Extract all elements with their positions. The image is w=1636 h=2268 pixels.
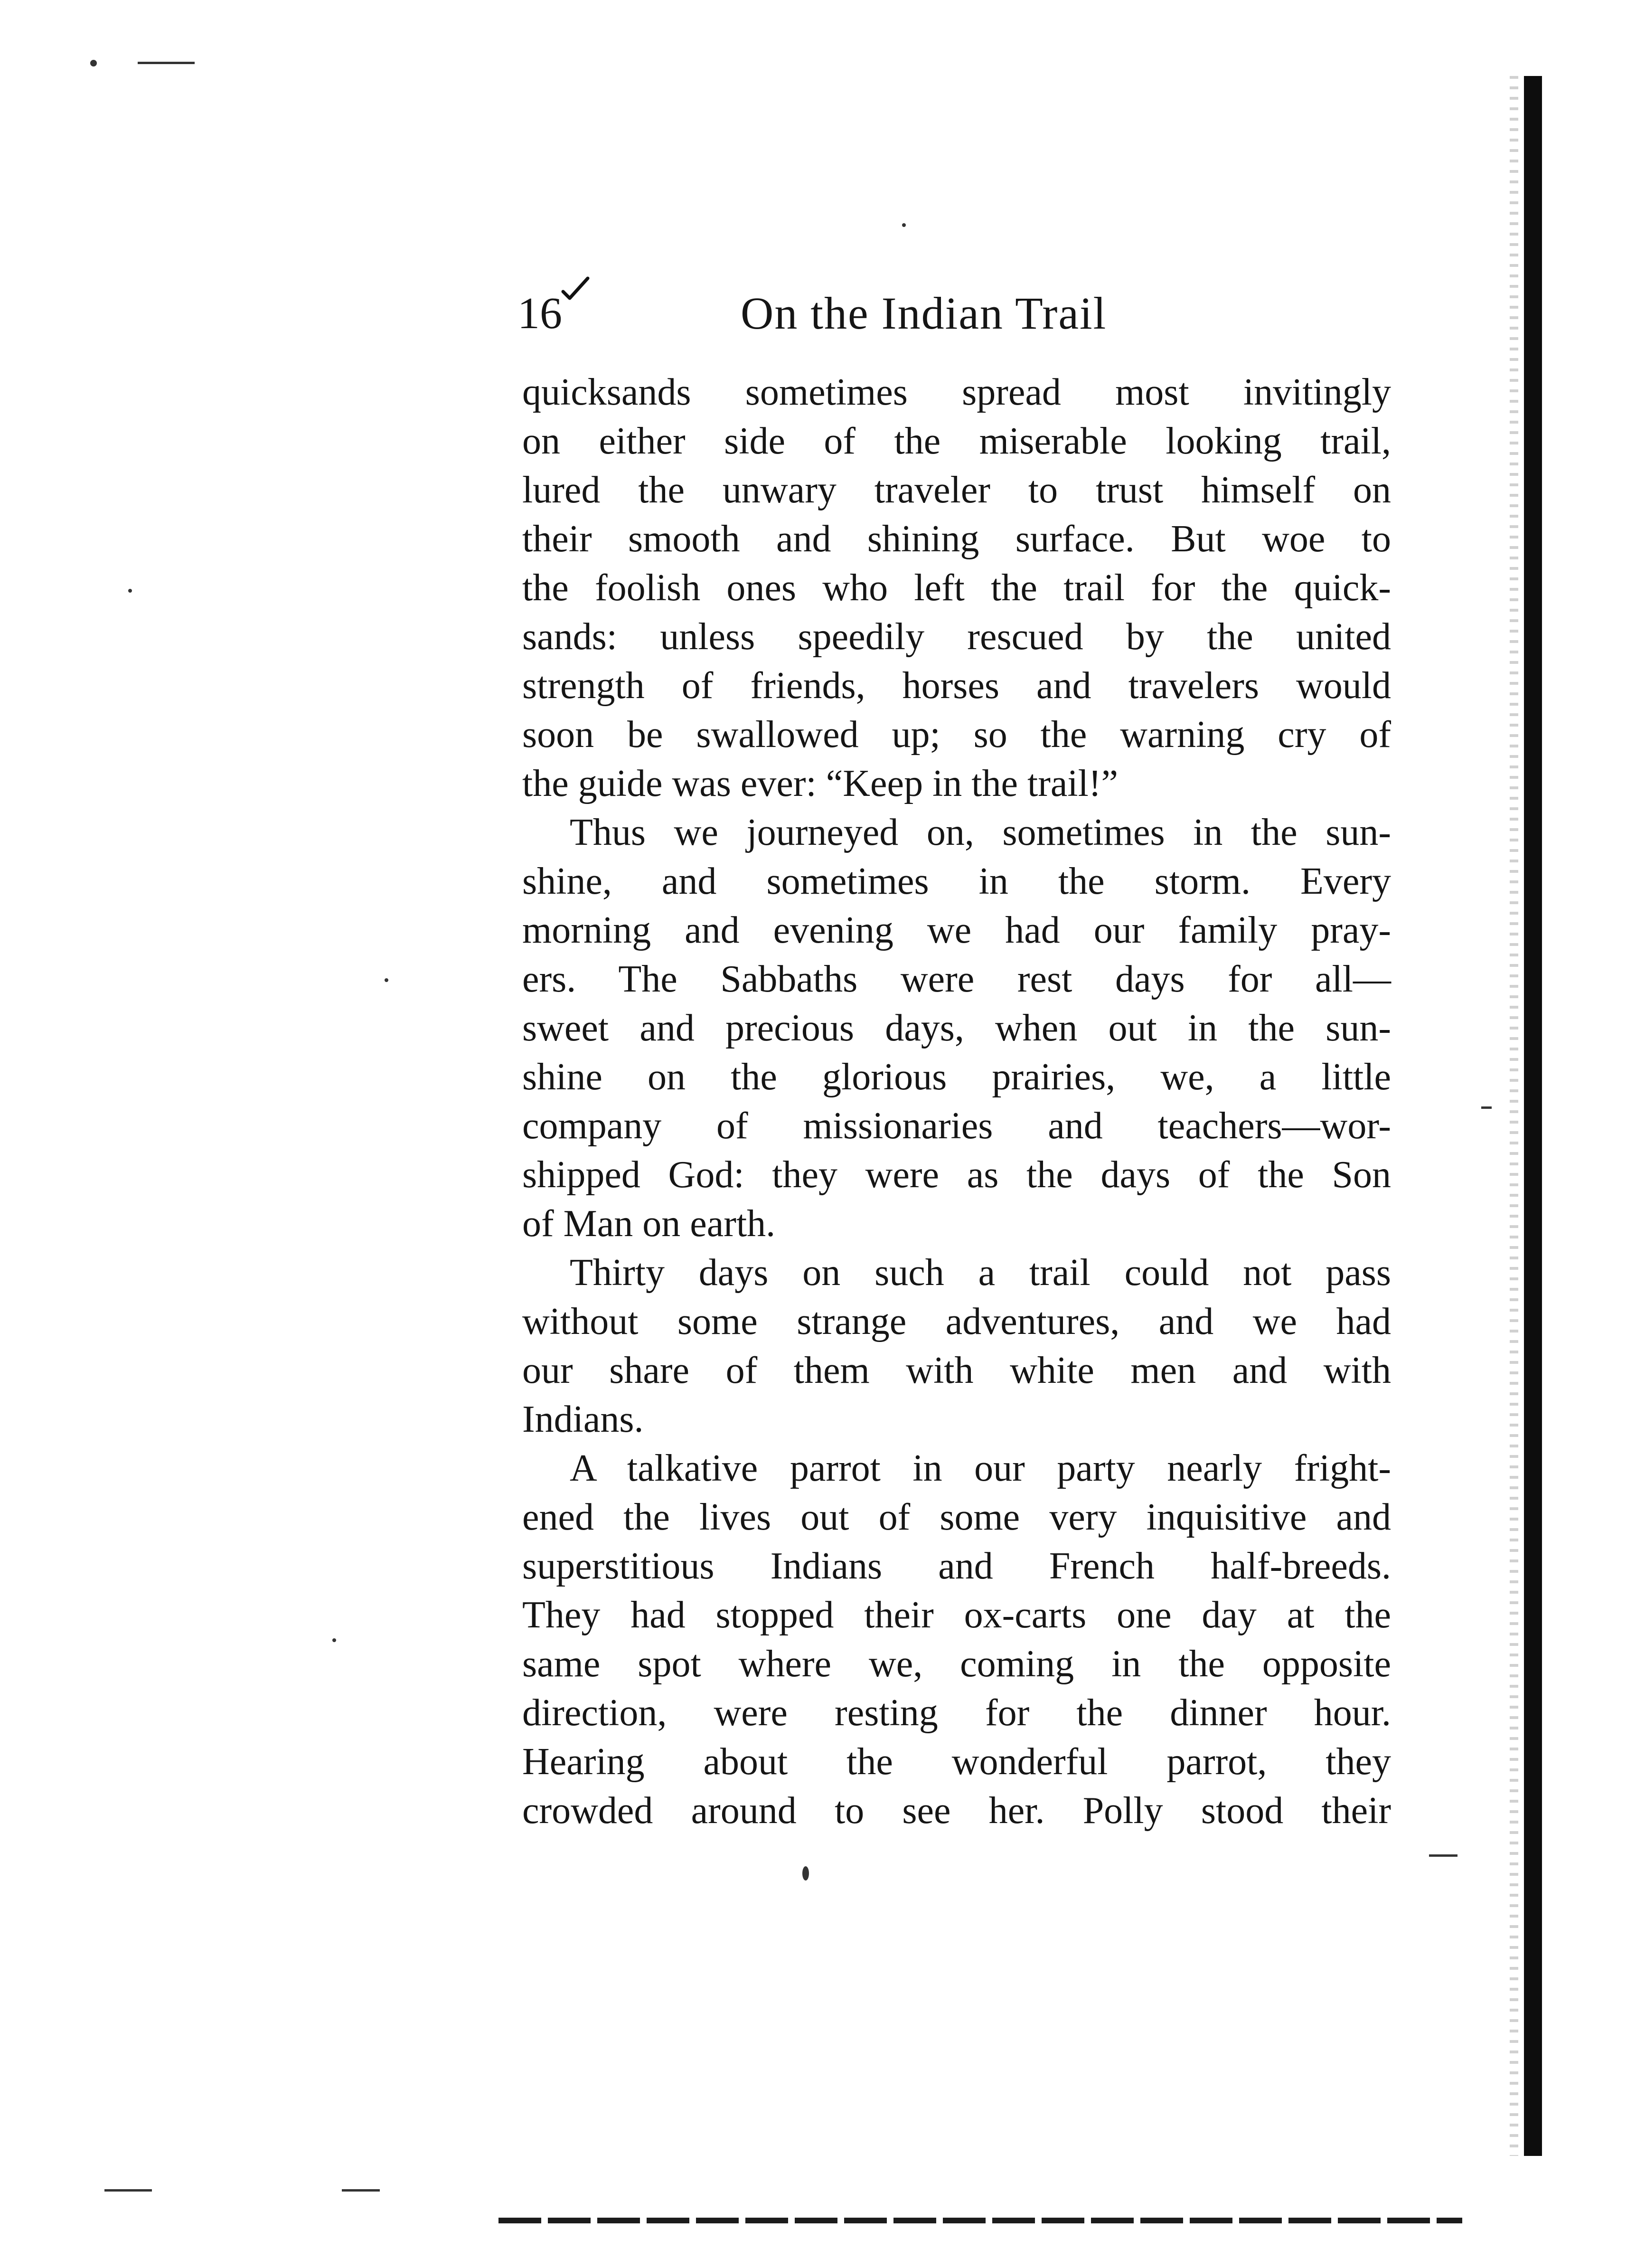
text-line: shine on the glorious prairies, we, a little — [522, 1056, 1391, 1098]
scan-mark — [1481, 1106, 1492, 1109]
text-line: morning and evening we had our family pray- — [522, 909, 1391, 951]
body-text — [522, 368, 1391, 1835]
text-line: direction, were resting for the dinner hour. — [522, 1692, 1391, 1734]
scan-speck — [802, 1866, 809, 1881]
running-title: On the Indian Trail — [741, 288, 1107, 339]
text-line: A talkative parrot in our party nearly fright- — [570, 1447, 1391, 1489]
scan-mark — [138, 62, 195, 64]
text-line: the foolish ones who left the trail for the quick- — [522, 567, 1391, 609]
text-line: Hearing about the wonderful parrot, they — [522, 1741, 1391, 1783]
text-line: ers. The Sabbaths were rest days for all— — [522, 958, 1391, 1000]
scan-mark — [1429, 1854, 1457, 1857]
text-line: shipped God: they were as the days of the Son — [522, 1154, 1391, 1196]
text-line: on either side of the miserable looking trail, — [522, 420, 1391, 462]
text-line: of Man on earth. — [522, 1203, 776, 1245]
text-line: sands: unless speedily rescued by the united — [522, 616, 1391, 658]
text-line: company of missionaries and teachers—wor- — [522, 1105, 1391, 1147]
text-line: ened the lives out of some very inquisitive and — [522, 1496, 1391, 1538]
page-number: 16 — [517, 289, 562, 338]
text-line: quicksands sometimes spread most invitingly — [522, 371, 1391, 413]
text-line: Thus we journeyed on, sometimes in the sun- — [570, 812, 1391, 853]
text-line: sweet and precious days, when out in the sun- — [522, 1007, 1391, 1049]
text-line: the guide was ever: “Keep in the trail!” — [522, 763, 1118, 804]
text-line: same spot where we, coming in the opposite — [522, 1643, 1391, 1685]
text-line: superstitious Indians and French half-breeds. — [522, 1545, 1391, 1587]
text-line: without some strange adventures, and we had — [522, 1301, 1391, 1342]
scan-mark — [104, 2189, 152, 2192]
text-line: strength of friends, horses and travelers would — [522, 665, 1391, 707]
text-line: their smooth and shining surface. But woe to — [522, 518, 1391, 560]
text-line: lured the unwary traveler to trust himself on — [522, 469, 1391, 511]
text-line: They had stopped their ox-carts one day at the — [522, 1594, 1391, 1636]
scan-speck — [332, 1638, 336, 1642]
scan-speck — [902, 223, 906, 227]
binding-shadow — [1510, 76, 1518, 2156]
text-line: Thirty days on such a trail could not pass — [570, 1252, 1391, 1294]
scan-mark — [342, 2189, 380, 2192]
text-line: our share of them with white men and with — [522, 1350, 1391, 1391]
text-line: soon be swallowed up; so the warning cry of — [522, 714, 1391, 756]
text-line: Indians. — [522, 1399, 644, 1440]
text-line: crowded around to see her. Polly stood their — [522, 1790, 1391, 1832]
handwritten-check-icon — [561, 275, 590, 304]
text-line: shine, and sometimes in the storm. Every — [522, 860, 1391, 902]
page-edge-bar — [1524, 76, 1542, 2156]
running-header — [517, 275, 1405, 347]
scan-speck — [90, 60, 97, 66]
scan-speck — [385, 978, 388, 982]
scan-speck — [128, 589, 132, 593]
bottom-dashed-rule — [498, 2218, 1462, 2223]
